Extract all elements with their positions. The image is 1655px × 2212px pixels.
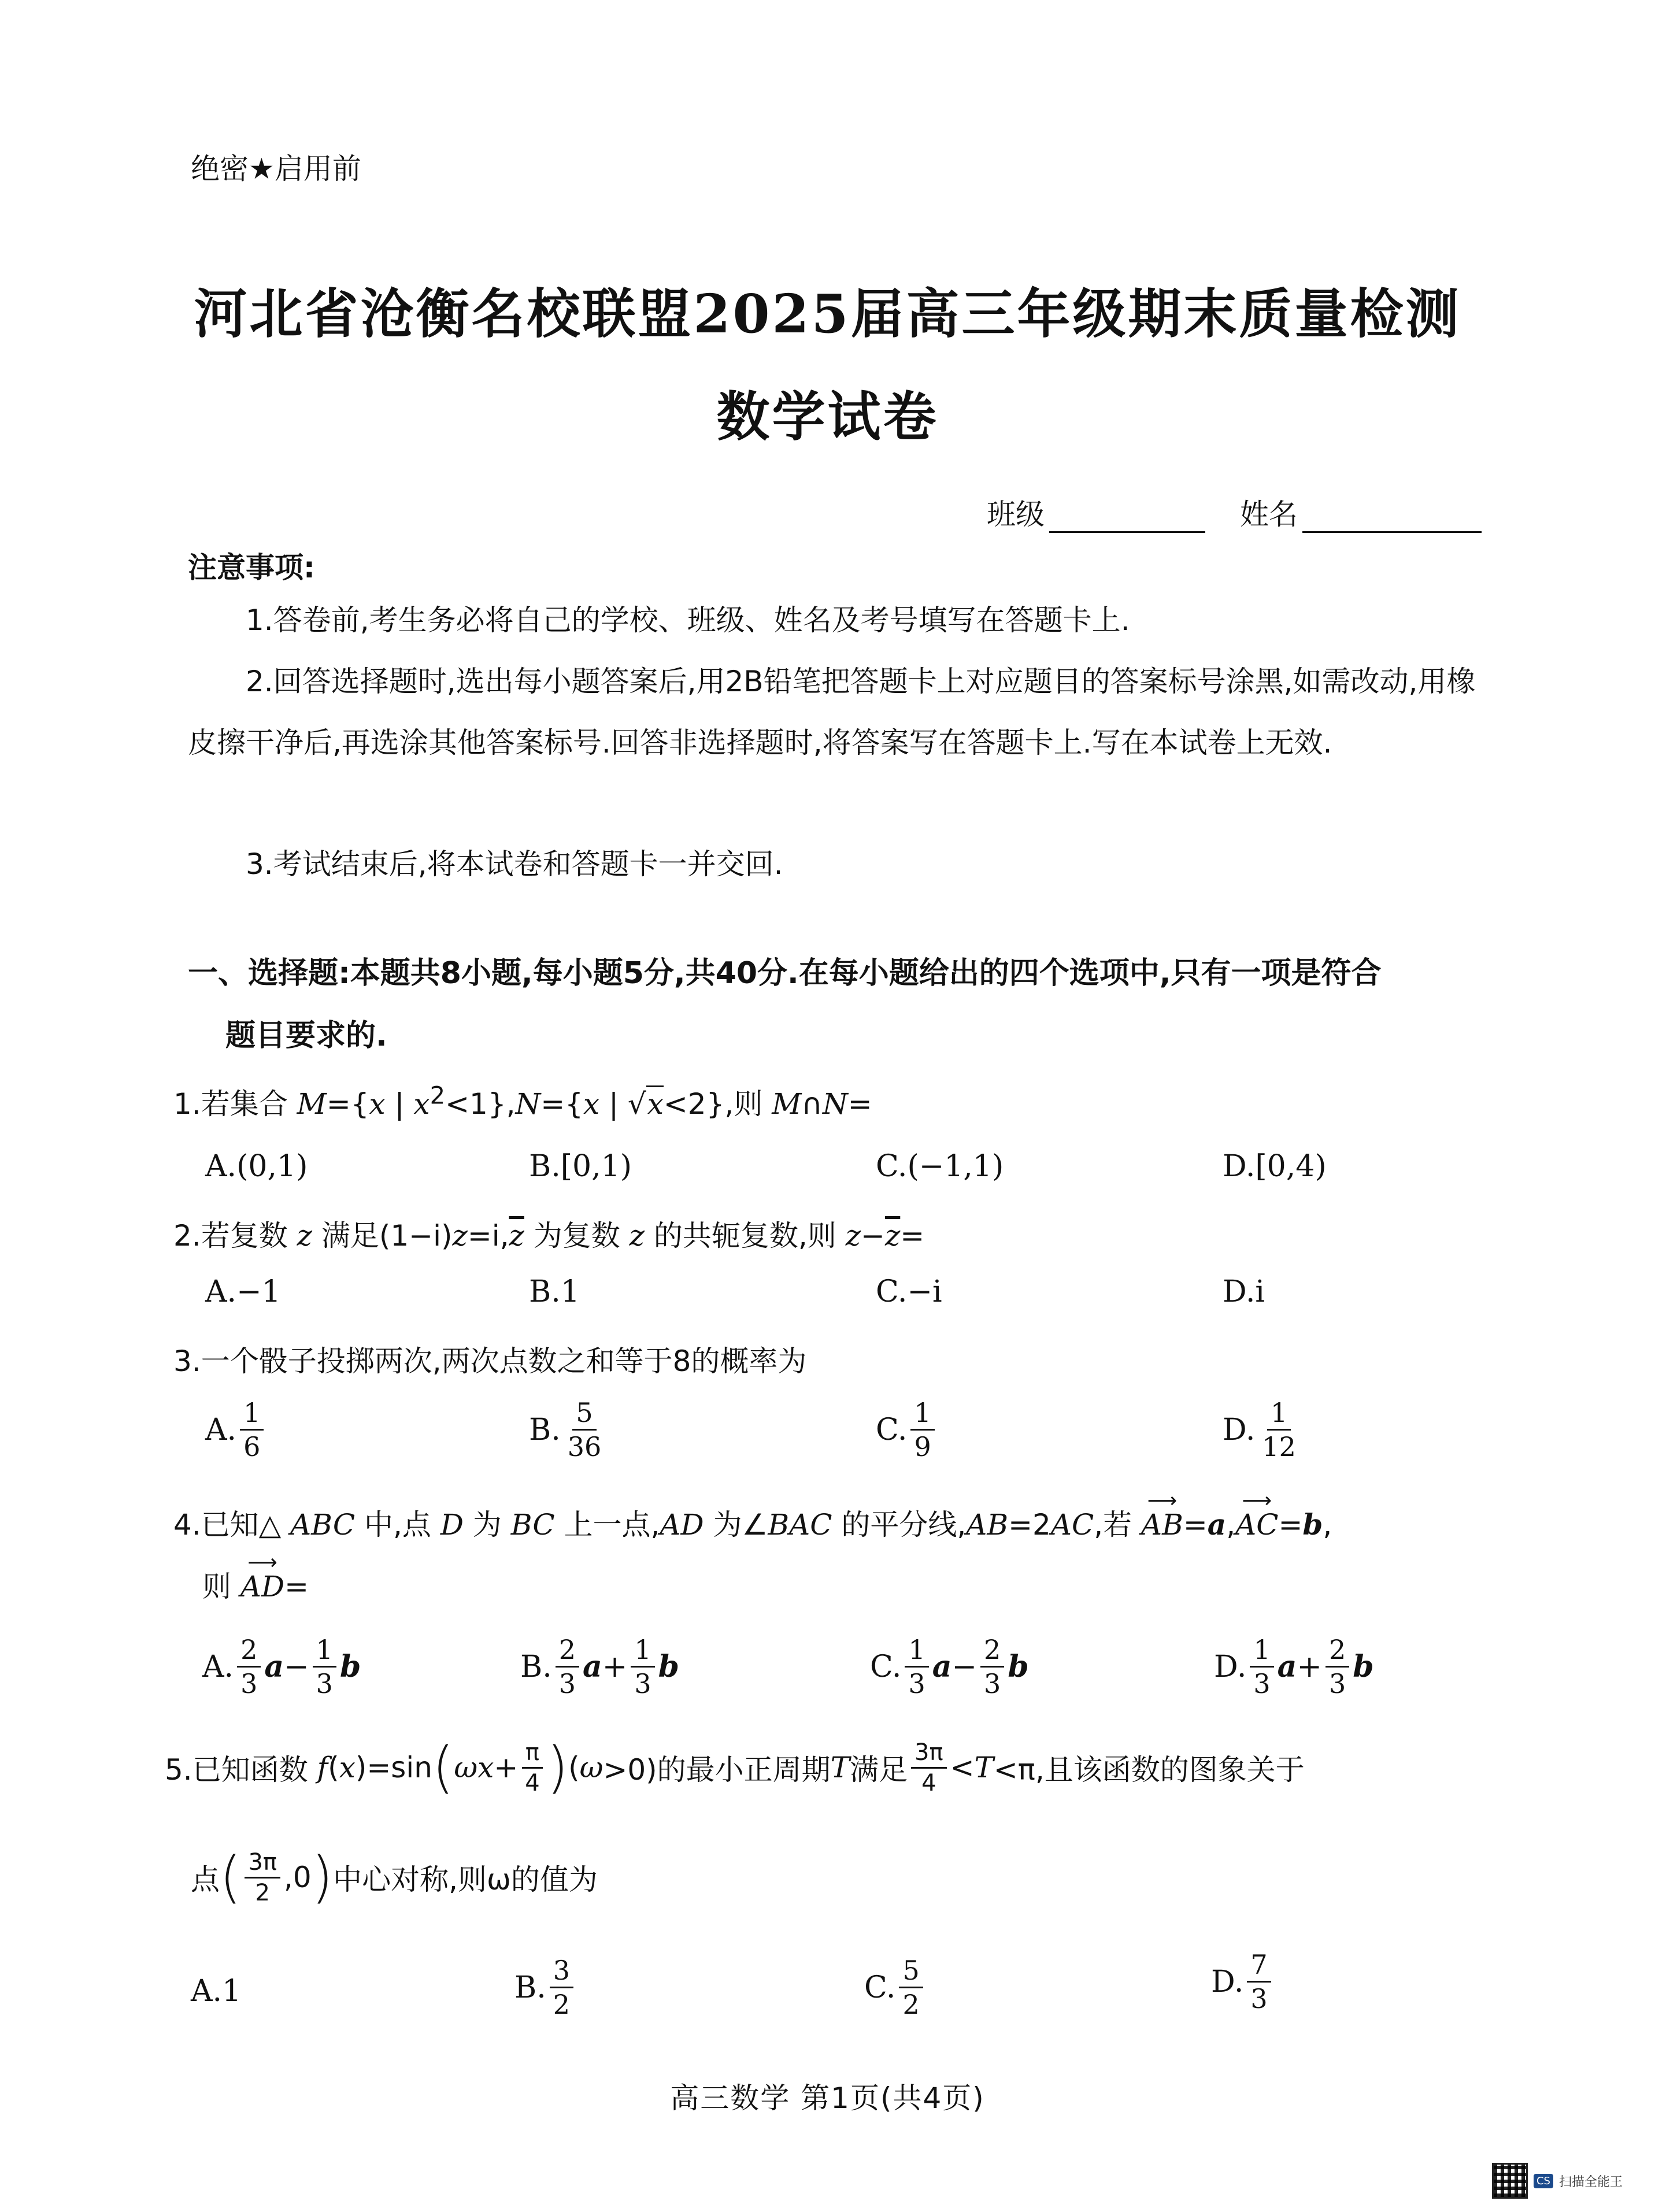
- notice-item-2: 2.回答选择题时,选出每小题答案后,用2B铅笔把答题卡上对应题目的答案标号涂黑,如需改动,用橡皮擦干净后,再选涂其他答案标号.回答非选择题时,将答案写在答题卡上.写在本试卷上无效.: [188, 665, 1476, 759]
- question-5-prefix: 5.已知函数: [165, 1753, 308, 1787]
- name-blank: [1302, 501, 1482, 533]
- question-5-line-2: 点 ( $\frac{3\pi}{2}$ ,0 ) 中心对称,则ω的值为: [191, 1845, 598, 1910]
- question-1-option-c[interactable]: C.(−1,1): [876, 1149, 1004, 1184]
- question-3-option-d[interactable]: D. $\frac{1}{12}$: [1223, 1399, 1303, 1461]
- question-1-option-b[interactable]: B.[0,1): [529, 1149, 632, 1184]
- notice-item-3: 3.考试结束后,将本试卷和答题卡一并交回.: [246, 847, 783, 881]
- question-5-option-a[interactable]: A.1: [191, 1974, 242, 2009]
- page-footer: 高三数学 第1页(共4页): [670, 2081, 985, 2115]
- question-1-prefix: 1.若集合: [173, 1087, 288, 1121]
- question-2-option-c[interactable]: C.−i: [876, 1274, 942, 1309]
- question-3-option-c[interactable]: C. $\frac{1}{9}$: [876, 1399, 938, 1461]
- question-4: [173, 1502, 1332, 1543]
- student-info-row: [987, 491, 1482, 533]
- question-2-option-d[interactable]: D.i: [1223, 1274, 1265, 1309]
- question-2: [173, 1213, 924, 1254]
- question-5-option-c[interactable]: C. $\frac{5}{2}$: [864, 1957, 927, 2019]
- question-2-option-b[interactable]: B.1: [529, 1274, 580, 1309]
- question-2-option-a[interactable]: A.−1: [205, 1274, 281, 1309]
- qr-code-icon: [1492, 2163, 1528, 2199]
- section-1-heading: [188, 942, 1500, 1067]
- fraction: $\frac{5}{36}$: [567, 1397, 602, 1463]
- question-2-prefix: 2.若复数: [173, 1219, 288, 1253]
- exam-title: 河北省沧衡名校联盟2025届高三年级期末质量检测: [194, 283, 1461, 345]
- question-4-prefix: 4.已知△: [173, 1508, 282, 1542]
- question-4-option-d[interactable]: D. $\frac{1}{3}$ a + $\frac{2}{3}$ b: [1214, 1634, 1374, 1700]
- class-blank: [1049, 501, 1205, 533]
- question-1: [173, 1081, 872, 1122]
- scanner-name: 扫描全能王: [1558, 2174, 1623, 2189]
- question-3: 3.一个骰子投掷两次,两次点数之和等于8的概率为: [173, 1344, 807, 1378]
- section-1-line-1: 一、选择题:本题共8小题,每小题5分,共40分.在每小题给出的四个选项中,只有一项是符合: [188, 956, 1382, 991]
- confidential-mark: 绝密★启用前: [191, 152, 361, 186]
- notice-item-1: 1.答卷前,考生务必将自己的学校、班级、姓名及考号填写在答题卡上.: [246, 603, 1130, 637]
- class-label: 班级: [987, 498, 1045, 531]
- question-4-option-b[interactable]: B. $\frac{2}{3}$ a + $\frac{1}{3}$ b: [520, 1634, 679, 1700]
- section-1-line-2: 题目要求的.: [225, 1018, 387, 1053]
- question-4-option-c[interactable]: C. $\frac{1}{3}$ a − $\frac{2}{3}$ b: [870, 1634, 1029, 1700]
- question-2-math: z 满足$(1-i)z=i,\overline{z}$ 为复数 z 的共轭复数,则 $z-\overline{z}=$: [297, 1219, 925, 1253]
- camscanner-logo-icon: CS: [1534, 2174, 1553, 2188]
- fraction: $\frac{1}{6}$: [240, 1399, 264, 1461]
- question-1-option-d[interactable]: D.[0,4): [1223, 1149, 1327, 1184]
- question-3-option-b[interactable]: B. $\frac{5}{36}$: [529, 1399, 608, 1461]
- question-1-option-a[interactable]: A.(0,1): [205, 1149, 308, 1184]
- question-4-option-a[interactable]: A. $\frac{2}{3}$ a − $\frac{1}{3}$ b: [202, 1634, 361, 1700]
- fraction: $\frac{1}{12}$: [1262, 1397, 1296, 1463]
- question-3-option-a[interactable]: A. $\frac{1}{6}$: [205, 1399, 267, 1461]
- question-5-option-d[interactable]: D. $\frac{7}{3}$: [1211, 1951, 1275, 2013]
- notice-heading: 注意事项:: [188, 551, 315, 584]
- question-5-math: f ( x )=sin ( ωx + $\frac{\pi}{4}$ ) ( ω >0)的最小正周期 T 满足 $\frac{3\pi}{4}$ < T <π,且该函数的图象关于: [317, 1735, 1305, 1800]
- exam-subtitle: 数学试卷: [716, 386, 939, 448]
- question-4-line-2: 则 ⟶ AD=: [202, 1563, 309, 1605]
- fraction: $\frac{1}{9}$: [910, 1399, 934, 1461]
- question-1-math: M={x | $x^2<1\},N=\{x$ | √x<2},则 M∩N=: [297, 1081, 872, 1121]
- question-5: [165, 1735, 1305, 1800]
- scanner-watermark: [1492, 2163, 1623, 2199]
- question-5-option-b[interactable]: B. $\frac{3}{2}$: [514, 1957, 577, 2019]
- name-label: 姓名: [1240, 498, 1298, 531]
- question-4-math: ABC 中,点 D 为 BC 上一点,AD 为∠BAC 的平分线,AB=2AC,若 ⟶ AB=a,⟶ AC=b,: [290, 1508, 1332, 1542]
